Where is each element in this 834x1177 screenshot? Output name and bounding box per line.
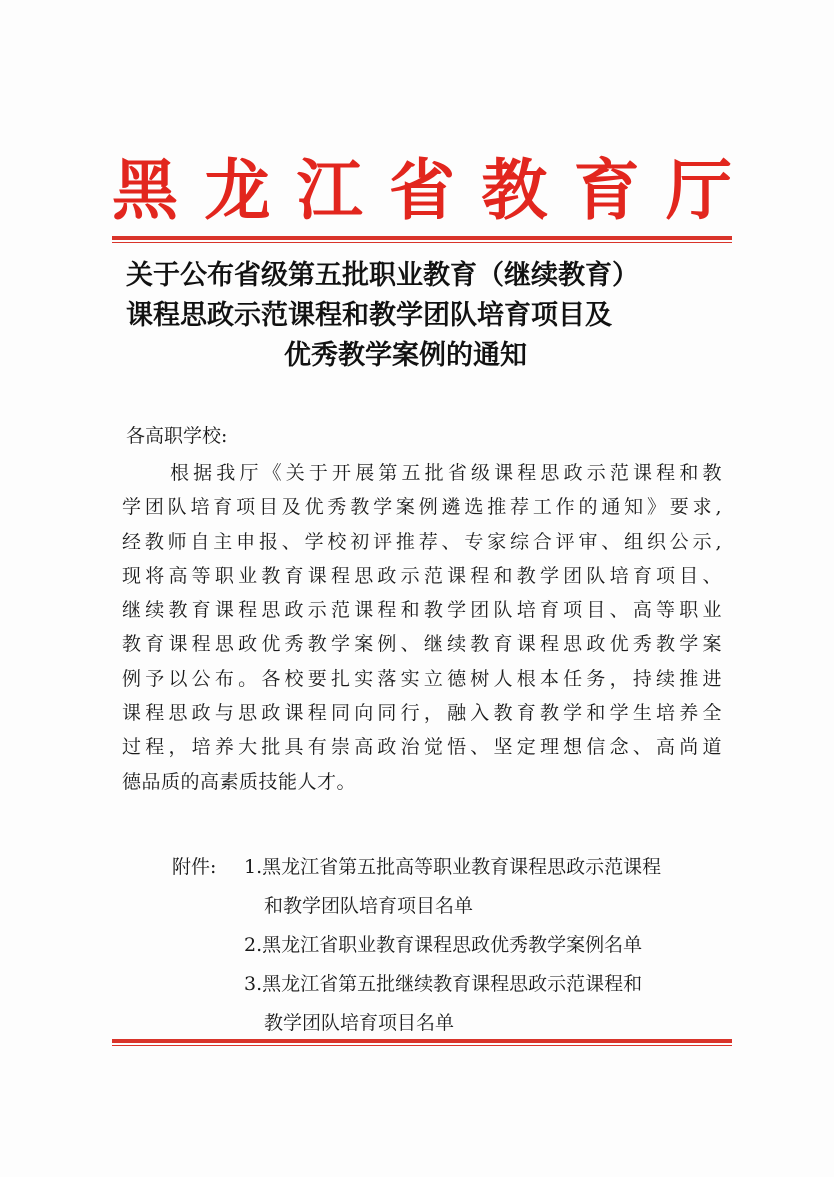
body-line: 学团队培育项目及优秀教学案例遴选推荐工作的通知》要求,	[122, 496, 722, 519]
header-char: 教	[481, 151, 548, 229]
document-title	[112, 256, 732, 376]
body-line: 例予以公布。各校要扎实落实立德树人根本任务，持续推进	[122, 667, 722, 690]
title-line: 优秀教学案例的通知	[284, 340, 527, 371]
attachment-text: 2.黑龙江省职业教育课程思政优秀教学案例名单	[244, 934, 643, 956]
body-line: 现将高等职业教育课程思政示范课程和教学团队培育项目、	[122, 564, 722, 587]
issuing-authority-header	[112, 150, 732, 230]
footer-red-rule	[112, 1039, 732, 1046]
title-line: 课程思政示范课程和教学团队培育项目及	[126, 300, 612, 331]
header-char: 育	[573, 151, 640, 229]
attachment-text: 1.黑龙江省第五批高等职业教育课程思政示范课程	[244, 856, 662, 878]
attachments-label: 附件:	[172, 856, 217, 878]
attachment-text: 3.黑龙江省第五批继续教育课程思政示范课程和	[244, 973, 643, 995]
body-line: 经教师自主申报、学校初评推荐、专家综合评审、组织公示,	[122, 530, 722, 553]
attachments-list	[172, 848, 661, 1043]
body-line: 教育课程思政优秀教学案例、继续教育课程思政优秀教学案	[122, 633, 722, 656]
attachment-text: 和教学团队培育项目名单	[264, 895, 474, 917]
body-line: 课程思政与思政课程同向同行，融入教育教学和学生培养全	[122, 702, 722, 725]
attachment-continuation	[172, 887, 661, 926]
body-paragraph	[122, 456, 722, 799]
header-char: 龙	[204, 151, 271, 229]
header-char: 黑	[112, 151, 178, 229]
header-char: 江	[296, 151, 363, 229]
body-line: 根据我厅《关于开展第五批省级课程思政示范课程和教	[170, 462, 722, 484]
attachment-text: 教学团队培育项目名单	[264, 1012, 455, 1034]
attachment-item	[172, 926, 661, 965]
attachment-item	[172, 848, 661, 887]
body-line: 德品质的高素质技能人才。	[122, 770, 357, 793]
salutation: 各高职学校:	[126, 425, 228, 447]
body-line: 继续教育课程思政示范课程和教学团队培育项目、高等职业	[122, 599, 722, 622]
header-char: 厅	[665, 151, 732, 229]
body-line: 过程，培养大批具有崇高政治觉悟、坚定理想信念、高尚道	[122, 736, 722, 759]
attachment-continuation	[172, 1004, 661, 1043]
header-red-rule	[112, 236, 732, 243]
header-char: 省	[388, 151, 455, 229]
attachment-item	[172, 965, 661, 1004]
title-line: 关于公布省级第五批职业教育（继续教育）	[126, 260, 639, 291]
